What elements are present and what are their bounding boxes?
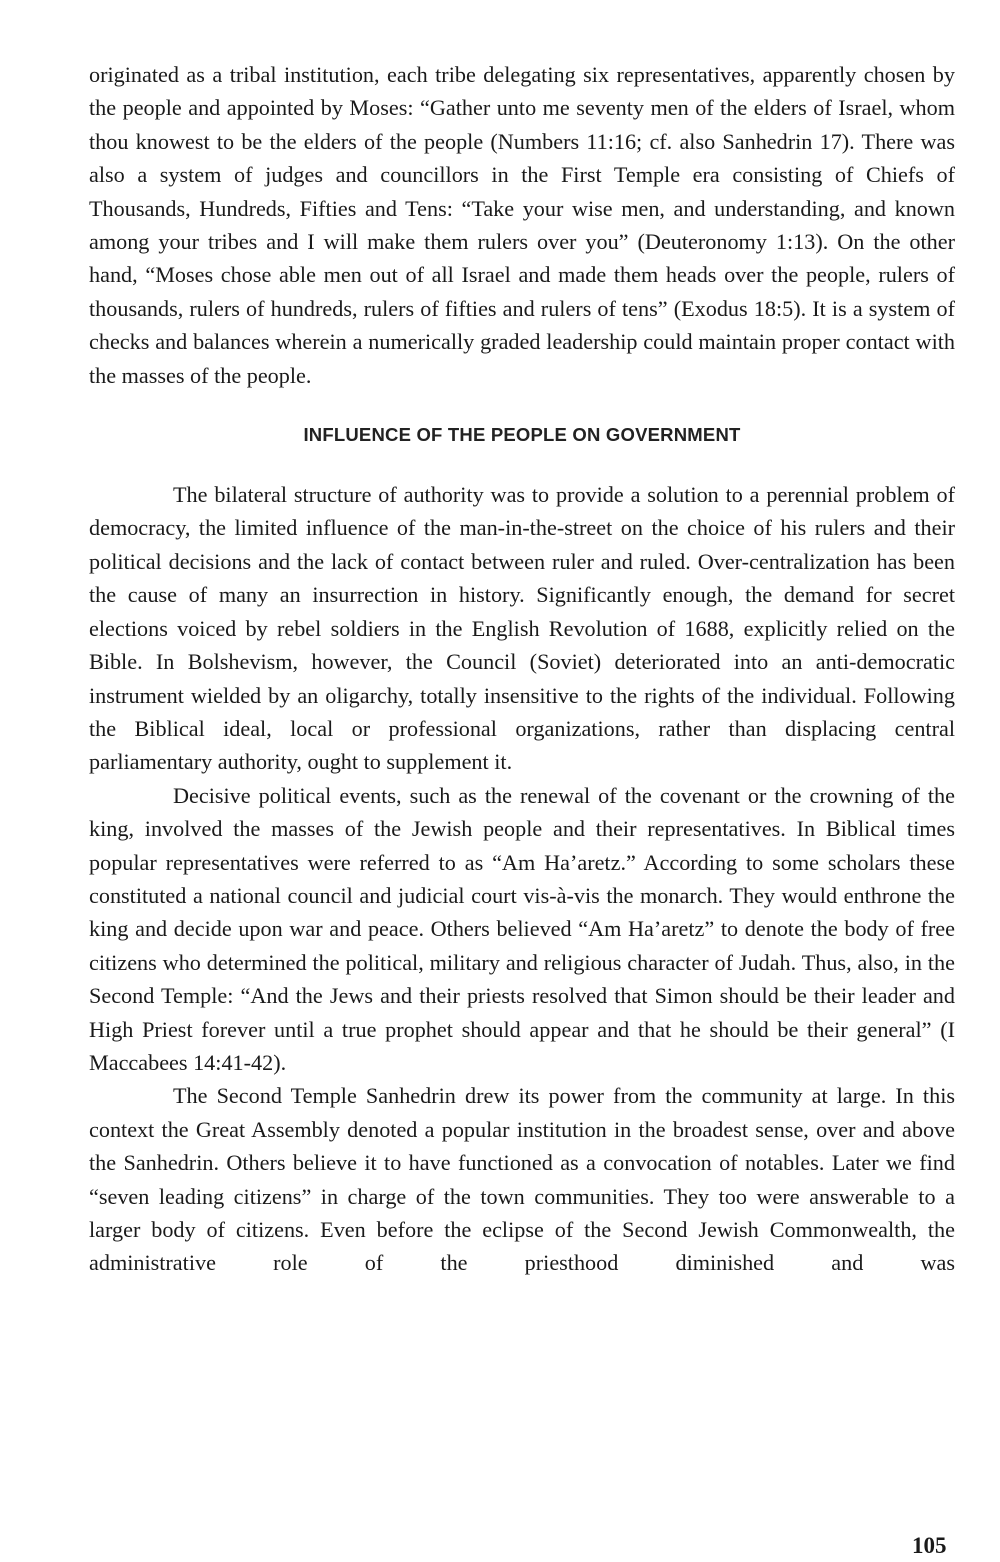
paragraph-decisive-events: Decisive political events, such as the renewal of the covenant or the crowning of the king, involved the masses of the Jewish people and their representatives. In Biblical times popular representatives were referred to as “Am Ha’aretz.” According to some scholars these constituted a national council and judicial court vis-à-vis the monarch. They would enthrone the king and decide upon war and peace. Others believed “Am Ha’aretz” to denote the body of free citizens who determined the political, military and religious character of Judah. Thus, also, in the Second Temple: “And the Jews and their priests resolved that Simon should be their leader and High Priest forever until a true prophet should appear and that he should be their general” (I Maccabees 14:41-42). <box>89 782 955 1075</box>
section-heading: INFLUENCE OF THE PEOPLE ON GOVERNMENT <box>303 424 741 446</box>
page-body <box>89 58 955 1280</box>
paragraph-bilateral-structure: The bilateral structure of authority was to provide a solution to a perennial problem of democracy, the limited influence of the man-in-the-street on the choice of his rulers and their political decisions and the lack of contact between ruler and ruled. Over-centralization has been the cause of many an insurrection in history. Significantly enough, the demand for secret elections voiced by rebel soldiers in the English Revolution of 1688, explicitly relied on the Bible. In Bolshevism, however, the Council (Soviet) deteriorated into an anti-democratic instrument wielded by an oligarchy, totally insensitive to the rights of the individual. Following the Biblical ideal, local or professional organizations, rather than displacing central parliamentary authority, ought to supplement it. <box>89 482 955 775</box>
page-number: 105 <box>912 1533 947 1558</box>
paragraph-second-temple-sanhedrin: The Second Temple Sanhedrin drew its power from the community at large. In this context the Great Assembly denoted a popular institution in the broadest sense, over and above the Sanhedrin. Others believe it to have functioned as a convocation of notables. Later we find “seven leading citizens” in charge of the town communities. They too were answerable to a larger body of citizens. Even before the eclipse of the Second Jewish Commonwealth, the administrative role of the priesthood diminished and was <box>89 1083 955 1276</box>
paragraph-intro: originated as a tribal institution, each tribe delegating six representatives, apparently chosen by the people and appointed by Moses: “Gather unto me seventy men of the elders of Israel, whom thou knowest to be the elders of the people (Numbers 11:16; cf. also Sanhedrin 17). There was also a system of judges and councillors in the First Temple era consisting of Chiefs of Thousands, Hundreds, Fifties and Tens: “Take your wise men, and understanding, and known among your tribes and I will make them rulers over you” (Deuteronomy 1:13). On the other hand, “Moses chose able men out of all Israel and made them heads over the people, rulers of thousands, rulers of hundreds, rulers of fifties and rulers of tens” (Exodus 18:5). It is a system of checks and balances wherein a numerically graded leadership could maintain proper contact with the masses of the people. <box>89 62 955 388</box>
